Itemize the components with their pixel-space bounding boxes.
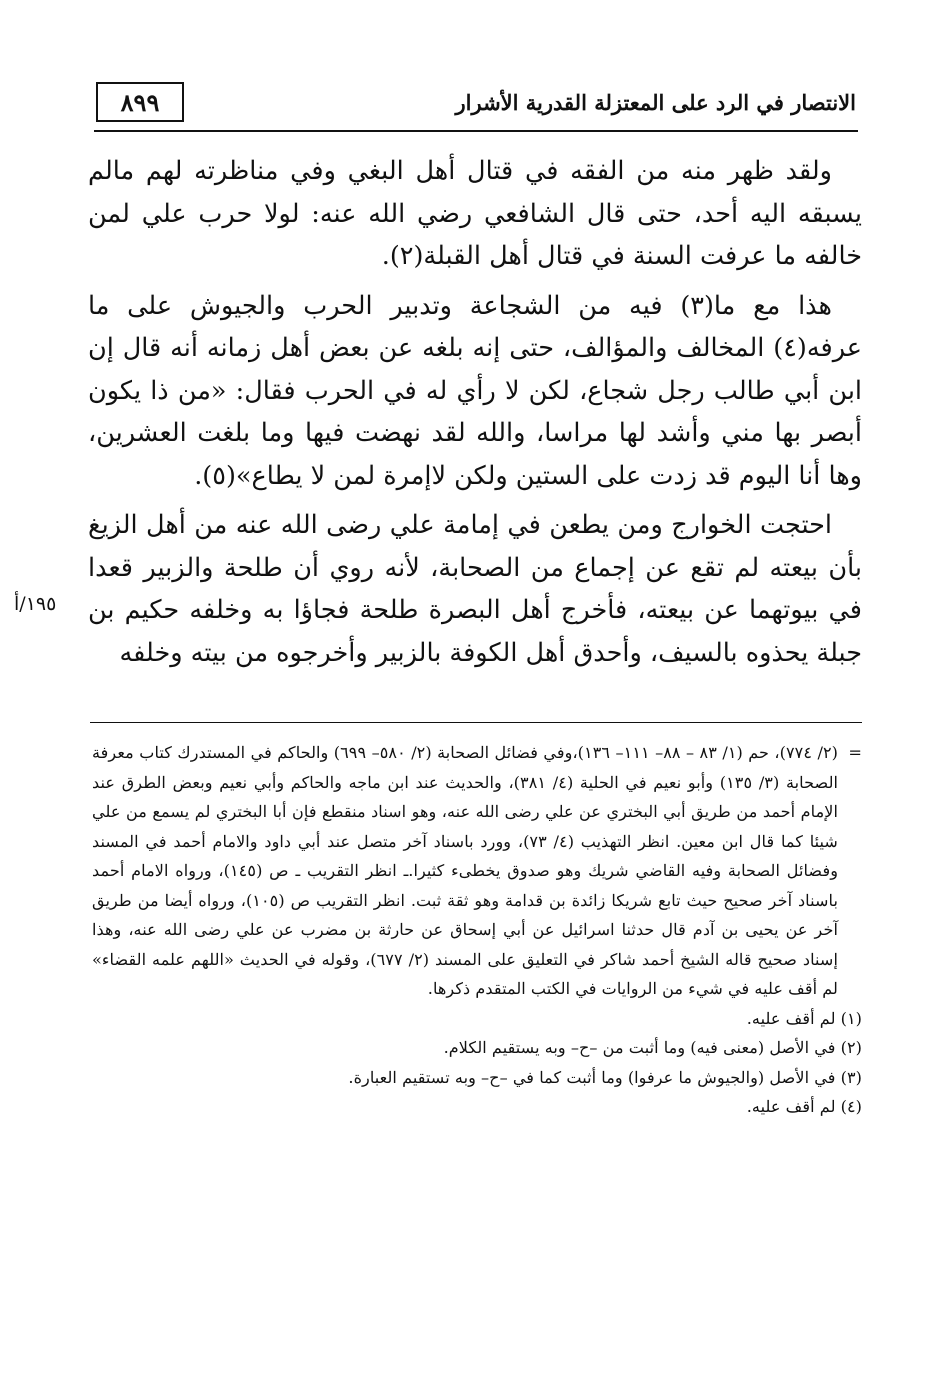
footnotes [92,738,862,1122]
footnote-continued [92,738,862,1004]
footnote-2: (٢) في الأصل (معنى فيه) وما أثبت من –ح– وبه يستقيم الكلام. [443,1038,862,1057]
footnote-3: (٣) في الأصل (والجيوش ما عرفوا) وما أثبت كما في –ح– وبه تستقيم العبارة. [348,1067,862,1087]
main-text [88,150,862,681]
footnote-4: (٤) لم أقف عليه. [746,1097,862,1116]
page-number: ٨٩٩ [96,82,184,122]
footnote-divider [90,722,862,723]
paragraph-3: احتجت الخوارج ومن يطعن في إمامة علي رضى الله عنه من أهل الزيغ بأن بيعته لم تقع عن إجماع من الصحابة، لأنه روي أن طلحة والزبير قعدا في بيوتهما عن بيعته، فأخرج أهل البصرة طلحة فجاؤا به وخلفه حكيم بن جبلة يحذوه بالسيف، وأحدق أهل الكوفة بالزبير وأخرجوه من بيته وخلفه [88,510,862,668]
continuation-marker: = [848,743,862,762]
paragraph-2: هذا مع ما(٣) فيه من الشجاعة وتدبير الحرب والجيوش على ما عرفه(٤) المخالف والمؤالف، حتى إنه بلغه عن بعض أهل زمانه أنه قال إن ابن أبي طالب رجل شجاع، لكن لا رأي له في الحرب فقال: «من ذا يكون أبصر بها مني وأشد لها مراسا، والله لقد نهضت فيها وما بلغت العشرين، وها أنا اليوم قد زدت على الستين ولكن لاإمرة لمن لا يطاع»(٥). [88,290,862,491]
manuscript-folio-note: ١٩٥/أ [14,593,57,615]
paragraph-1: ولقد ظهر منه من الفقه في قتال أهل البغي وفي مناظرته لهم مالم يسبقه اليه أحد، حتى قال الشافعي رضي الله عنه: لولا حرب علي لمن خالفه ما عرفت السنة في قتال أهل القبلة(٢). [88,156,862,271]
page-header [94,78,858,132]
running-title: الانتصار في الرد على المعتزلة القدرية الأشرار [455,90,856,115]
footnote-continued-text: (٢/ ٧٧٤)، حم (١/ ٨٣ – ٨٨– ١١١– ١٣٦)،وفي فضائل الصحابة (٢/ ٥٨٠– ٦٩٩) والحاكم في المستدرك كتاب معرفة الصحابة (٣/ ١٣٥) وأبو نعيم في الحلية (٤/ ٣٨١)، والحديث عند ابن ماجه والحاكم وأبي نعيم وبعض الطرق عند الإمام أحمد من طريق أبي البختري عن علي رضى الله عنه، وهو اسناد منقطع فإن أبا البختري لم يسمع من علي شيئا كما قال ابن معين. انظر التهذيب (٤/ ٧٣)، وورد باسناد آخر متصل عند أبي داود والامام أحمد في المسند وفضائل الصحابة وفيه القاضي شريك وهو صدوق يخطىء كثيرا.ـ انظر التقريب ـ ص (١٤٥)، ورواه الامام أحمد باسناد آخر صحيح حيث تابع شريكا زائدة بن قدامة وهو ثقة ثبت. انظر التقريب ص (١٠٥)، ورواه أيضا من طريق آخر عن يحيى بن آدم قال حدثنا اسرائيل عن أبي إسحاق عن حارثة بن مضرب عن علي رضى الله عنه، وهذا إسناد صحيح قاله الشيخ أحمد شاكر في التعليق على المسند (٢/ ٦٧٧)، وقوله في الحديث «اللهم علمه القضاء» لم أقف عليه في شيء من الروايات في الكتب المتقدم ذكرها. [92,743,839,998]
footnote-1: (١) لم أقف عليه. [746,1008,862,1028]
